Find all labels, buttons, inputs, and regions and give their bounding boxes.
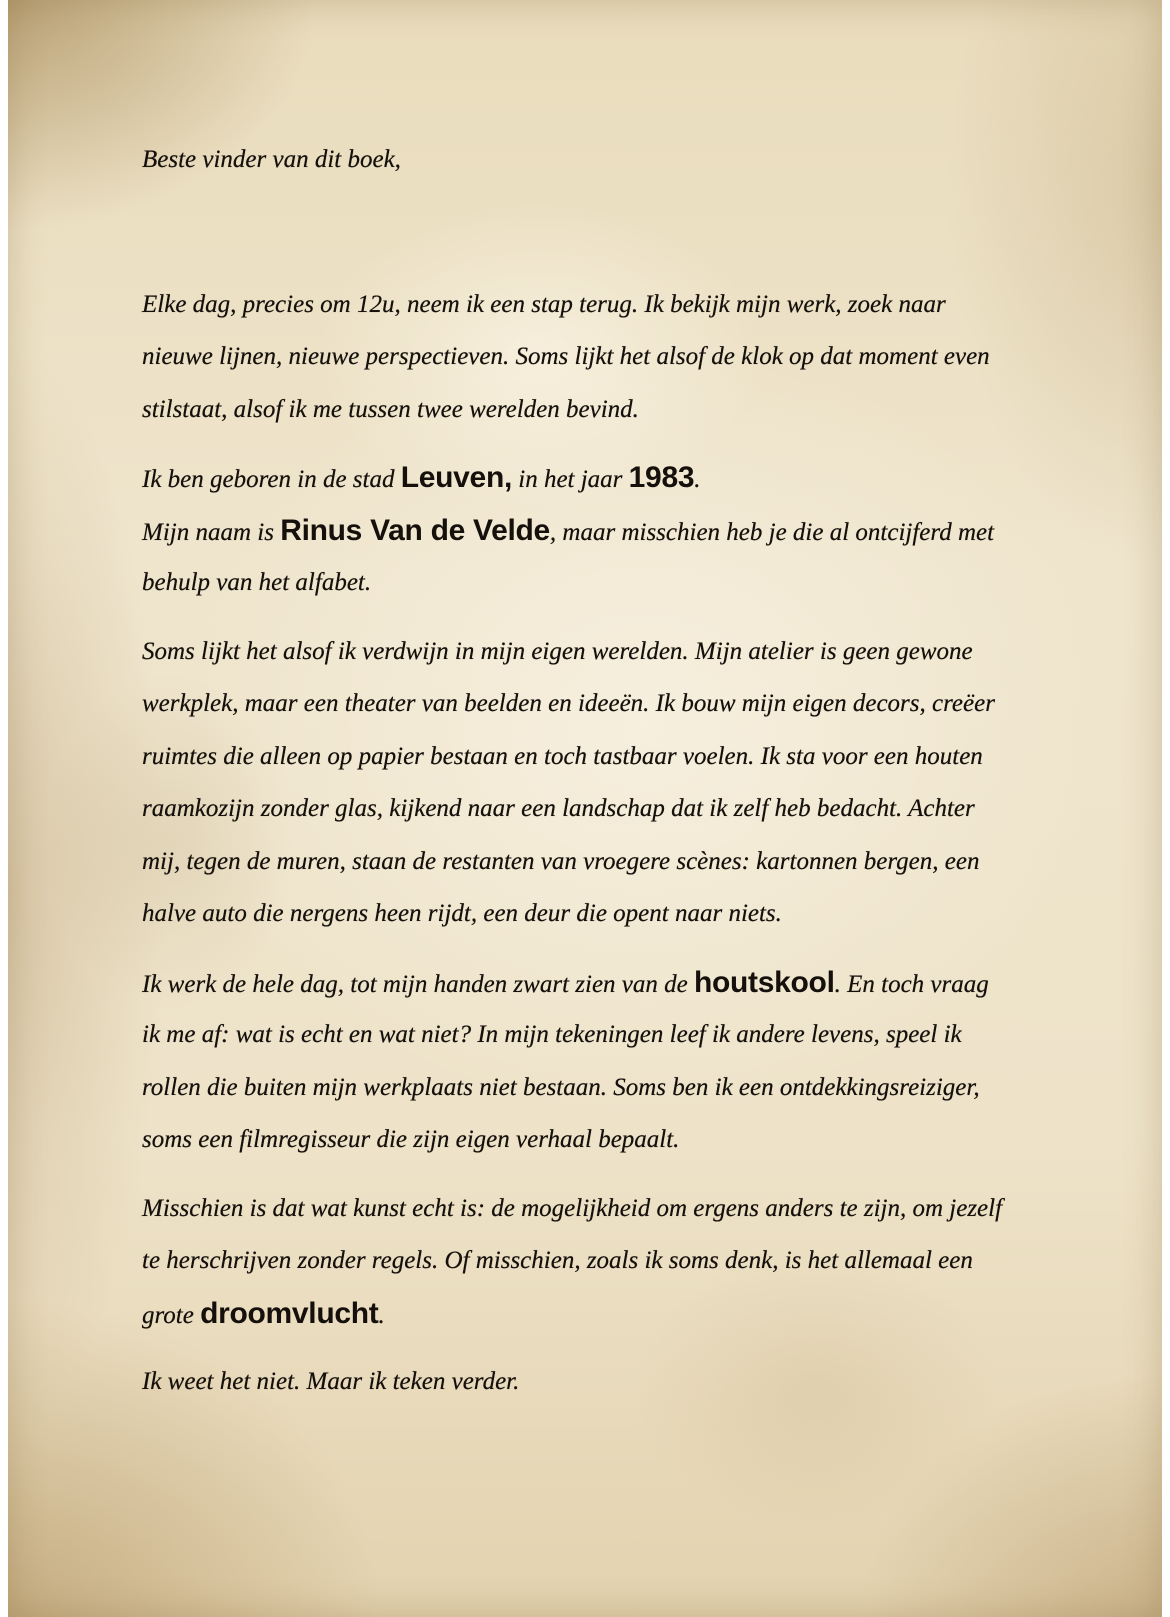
letter-line [142, 731, 1142, 784]
letter-paragraph-1 [142, 279, 1142, 437]
line-text: Elke dag, precies om 12u, neem ik een stap terug. Ik bekijk mijn werk, zoek naar [142, 290, 946, 318]
line-text: nieuwe lijnen, nieuwe perspectieven. Soms lijkt het alsof de klok op dat moment even [142, 343, 990, 370]
letter-line [142, 836, 1142, 889]
letter [142, 134, 1142, 1409]
letter-line [142, 1009, 1142, 1062]
letter-paragraph-5 [142, 1183, 1142, 1341]
line-text: ik me af: wat is echt en wat niet? In mijn tekeningen leef ik andere levens, speel ik [142, 1021, 962, 1048]
letter-line [142, 279, 1142, 332]
line-text: Soms lijkt het alsof ik verdwijn in mijn eigen werelden. Mijn atelier is geen gewone [142, 637, 973, 665]
line-text: . [694, 466, 701, 493]
letter-paragraph-2 [142, 452, 1142, 610]
letter-line [142, 1288, 1142, 1341]
letter-salutation: Beste vinder van dit boek, [142, 146, 401, 173]
line-text: , maar misschien heb je die al ontcijferd met [549, 518, 995, 546]
letter-line [142, 1062, 1142, 1115]
letter-line [142, 1356, 1142, 1409]
line-text: ruimtes die alleen op papier bestaan en toch tastbaar voelen. Ik sta voor een houten [142, 742, 983, 770]
line-text: stilstaat, alsof ik me tussen twee werelden bevind. [142, 395, 639, 423]
line-text: . [378, 1301, 385, 1329]
letter-line [142, 505, 1142, 558]
letter-line [142, 678, 1142, 731]
line-text: Misschien is dat wat kunst echt is: de mogelijkheid om ergens anders te zijn, om jezelf [142, 1194, 1003, 1222]
line-text: . En toch vraag [834, 970, 989, 998]
birth-year: 1983 [628, 461, 695, 494]
letter-paragraph-4 [142, 957, 1142, 1167]
letter-line [142, 1183, 1142, 1236]
letter-line [142, 888, 1142, 941]
parchment-paper [8, 0, 1162, 1617]
charcoal-word: houtskool [693, 965, 835, 999]
letter-line [142, 557, 1142, 610]
line-text: raamkozijn zonder glas, kijkend naar een landschap dat ik zelf heb bedacht. Achter [142, 795, 975, 822]
line-text: Ik weet het niet. Maar ik teken verder. [142, 1368, 520, 1395]
line-text: Ik werk de hele dag, tot mijn handen zwart zien van de [142, 970, 694, 998]
line-text: in het jaar [512, 466, 629, 493]
line-text: Mijn naam is [142, 518, 281, 546]
letter-line [142, 1235, 1142, 1288]
letter-paragraph-3 [142, 626, 1142, 941]
line-text: mij, tegen de muren, staan de restanten van vroegere scènes: kartonnen bergen, een [142, 847, 980, 875]
letter-line [142, 452, 1142, 505]
line-text: halve auto die nergens heen rijdt, een deur die opent naar niets. [142, 900, 782, 927]
line-text: soms een filmregisseur die zijn eigen verhaal bepaalt. [142, 1126, 680, 1153]
line-text: rollen die buiten mijn werkplaats niet bestaan. Soms ben ik een ontdekkingsreiziger, [142, 1073, 980, 1101]
line-text: werkplek, maar een theater van beelden en ideeën. Ik bouw mijn eigen decors, creëer [142, 690, 995, 717]
letter-line [142, 331, 1142, 384]
line-text: Ik ben geboren in de stad [142, 466, 401, 493]
artist-name: Rinus Van de Velde [280, 513, 550, 547]
letter-line [142, 783, 1142, 836]
line-text: te herschrijven zonder regels. Of misschien, zoals ik soms denk, is het allemaal een [142, 1247, 973, 1274]
city-name: Leuven, [400, 461, 512, 494]
letter-line [142, 626, 1142, 679]
line-text: behulp van het alfabet. [142, 569, 372, 596]
dream-flight-word: droomvlucht [200, 1296, 379, 1330]
line-text: grote [142, 1301, 201, 1329]
letter-line [142, 957, 1142, 1010]
letter-paragraph-6 [142, 1356, 1142, 1409]
letter-line [142, 1114, 1142, 1167]
letter-line [142, 384, 1142, 437]
